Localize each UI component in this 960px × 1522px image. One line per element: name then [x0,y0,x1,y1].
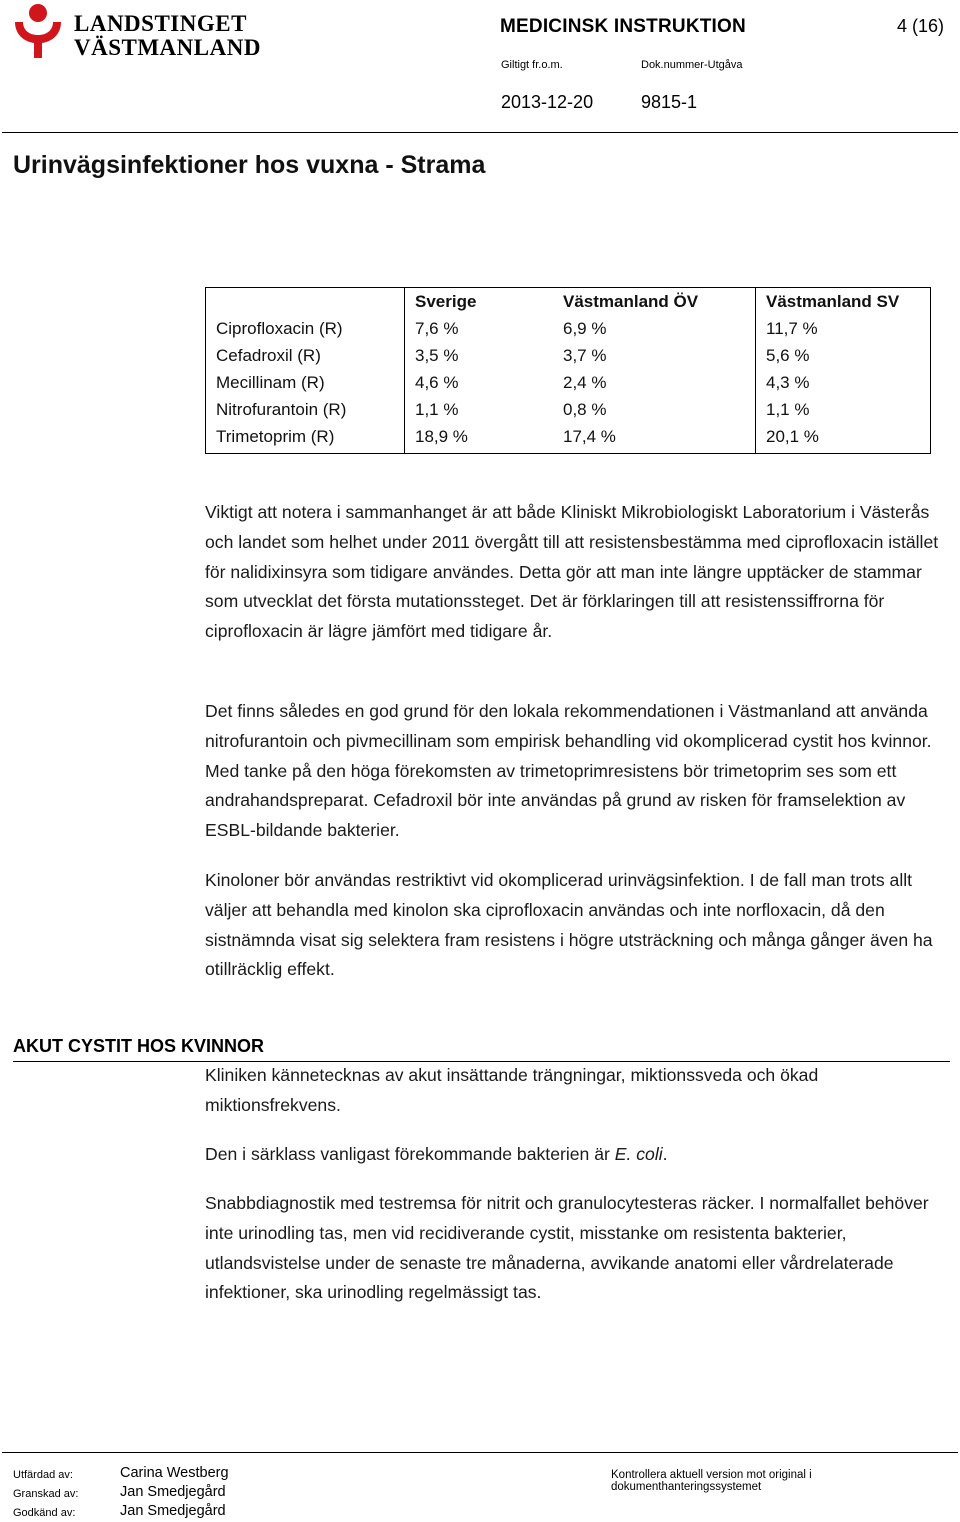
paragraph-resistance-note: Viktigt att notera i sammanhanget är att både Kliniskt Mikrobiologiskt Laboratorium i Västerås och landet som helhet under 2011 övergått till att resistensbestämma med ciprofloxacin istället för nalidixinsyra som tidigare användes. Detta gör att man inte längre upptäcker de stammar som utvecklat det första mutationssteget. Det är förklaringen till att resistenssiffrorna för ciprofloxacin är lägre jämfört med tidigare år. [205,502,939,642]
table-cell: 3,7 % [553,342,756,369]
bacteria-end: . [662,1144,668,1164]
header-divider [2,132,958,133]
page-title: Urinvägsinfektioner hos vuxna - Strama [13,151,486,179]
table-cell: 17,4 % [553,423,756,454]
table-cell: 1,1 % [415,399,459,419]
doc-number: 9815-1 [641,92,698,112]
table-row [206,369,931,396]
reviewed-by-name: Jan Smedjegård [120,1484,226,1500]
table-cell: 5,6 % [766,345,810,365]
table-row [206,423,931,454]
paragraph-diagnostics: Snabbdiagnostik med testremsa för nitrit och granulocytesteras räcker. I normalfallet behöver inte urinodling tas, men vid recidiverande cystit, misstanke om resistenta bakterier, utlandsvistelse under de senaste tre månaderna, avvikande anatomi eller vårdrelaterade infektioner, ska urinodling regelmässigt tas. [205,1193,929,1303]
table-header-row [206,288,931,316]
paragraph-local-recommendation: Det finns således en god grund för den lokala rekommendationen i Västmanland att använda nitrofurantoin och pivmecillinam som empirisk behandling vid okomplicerad cystit hos kvinnor. Med tanke på den höga förekomsten av trimetoprimresistens bör trimetoprim ses som ett andrahandspreparat. Cefadroxil bör inte användas på grund av risken för framselektion av ESBL-bildande bakterier. [205,701,932,841]
logo-line-2: VÄSTMANLAND [74,35,261,60]
table-cell: 1,1 % [766,399,810,419]
organization-logo [12,2,261,60]
approved-by-label: Godkänd av: [13,1507,76,1519]
approved-by-name: Jan Smedjegård [120,1503,226,1519]
doc-number-label: Dok.nummer-Utgåva [641,59,743,71]
logo-line-1: LANDSTINGET [74,11,247,36]
bacteria-species: E. coli [614,1144,663,1164]
paragraph-clinical-picture: Kliniken kännetecknas av akut insättande trängningar, miktionssveda och ökad miktionsfrekvens. [205,1065,819,1115]
table-cell: 6,9 % [553,315,756,342]
issued-by-label: Utfärdad av: [13,1469,73,1481]
table-row [206,342,931,369]
footer-divider [2,1452,958,1453]
table-cell: 4,3 % [766,372,810,392]
table-header-cell [206,288,405,316]
table-header-cell: Västmanland SV [766,291,900,311]
valid-from-label: Giltigt fr.o.m. [501,59,563,71]
section-heading: AKUT CYSTIT HOS KVINNOR [13,1036,265,1056]
table-row [206,396,931,423]
table-header-cell: Västmanland ÖV [553,288,756,316]
table-cell: Ciprofloxacin (R) [206,315,405,342]
table-cell: 20,1 % [766,426,819,446]
logo-wordmark [74,12,261,59]
table-cell: 2,4 % [553,369,756,396]
resistance-table [205,287,931,454]
table-cell: Mecillinam (R) [206,369,405,396]
paragraph-common-bacteria [205,1140,950,1170]
bacteria-text: Den i särklass vanligast förekommande bakterien är [205,1144,615,1164]
logo-emblem-icon [12,2,64,60]
reviewed-by-label: Granskad av: [13,1488,79,1500]
page-number: 4 (16) [897,16,945,36]
version-control-note: Kontrollera aktuell version mot original i dokumenthanteringssystemet [611,1469,812,1493]
table-cell: 11,7 % [766,318,818,338]
valid-from-date: 2013-12-20 [501,92,594,112]
table-row [206,315,931,342]
issued-by-name: Carina Westberg [120,1465,229,1481]
table-cell: 4,6 % [415,372,459,392]
table-cell: 3,5 % [415,345,459,365]
document-type: MEDICINSK INSTRUKTION [500,16,746,37]
paragraph-quinolones: Kinoloner bör användas restriktivt vid okomplicerad urinvägsinfektion. I de fall man trots allt väljer att behandla med kinolon ska ciprofloxacin användas och inte norfloxacin, då den sistnämnda visat sig selektera fram resistens i högre utsträckning och många gånger även ha otillräcklig effekt. [205,870,933,980]
table-cell: 7,6 % [415,318,459,338]
table-cell: 18,9 % [415,426,468,446]
table-cell: Nitrofurantoin (R) [206,396,405,423]
table-header-cell: Sverige [415,291,477,311]
table-cell: Cefadroxil (R) [206,342,405,369]
table-cell: 0,8 % [553,396,756,423]
table-cell: Trimetoprim (R) [206,423,405,454]
